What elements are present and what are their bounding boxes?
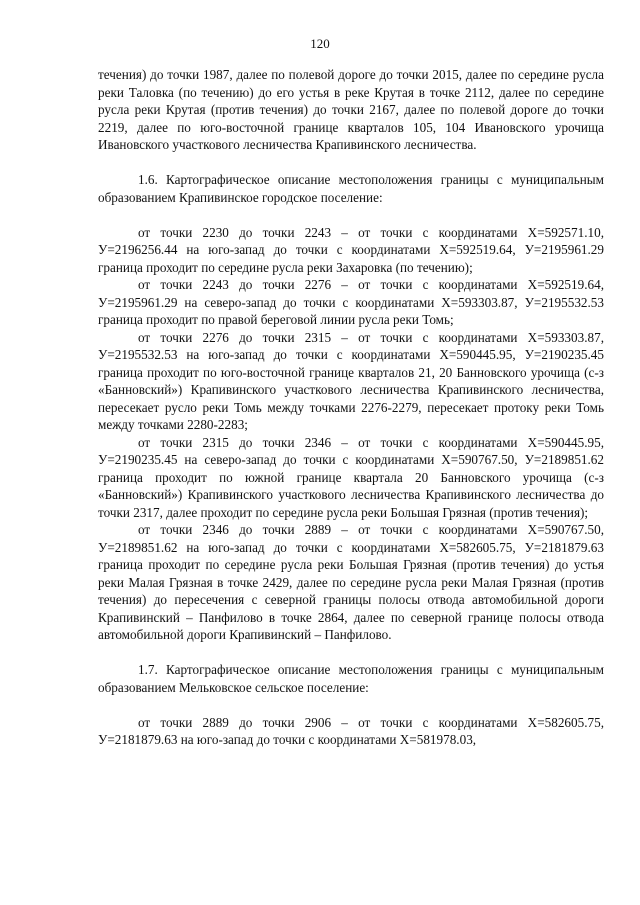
boundary-segment-2230-2243: от точки 2230 до точки 2243 – от точки с координатами Х=592571.10, У=2196256.44 на юго-запад до точки с координатами Х=592519.64, У=2195961.29 граница проходит по середине русла реки Захаровка (по течению); <box>98 224 604 275</box>
paragraph-gap <box>98 696 604 714</box>
boundary-segment-2315-2346: от точки 2315 до точки 2346 – от точки с координатами Х=590445.95, У=2190235.45 на северо-запад до точки с координатами Х=590767.50, У=2189851.62 граница проходит по южной границе квартала 20 Банновского урочища (с-з «Банновский») Крапивинского участкового лесничества Крапивинского лесничества до точки 2317, далее проходит по середине русла реки Большая Грязная (против течения); <box>98 434 604 520</box>
section-heading-1-7: 1.7. Картографическое описание местоположения границы с муниципальным образованием Мельковское сельское поселение: <box>98 662 604 695</box>
paragraph-continuation: течения) до точки 1987, далее по полевой дороге до точки 2015, далее по середине русла реки Таловка (по течению) до его устья в реке Крутая в точке 2112, далее по середине русла реки Крутая (против течения) до точки 2167, далее по полевой дороге до точки 2219, далее по юго-восточной границе кварталов 105, 104 Ивановского урочища Ивановского участкового лесничества Крапивинского лесничества. <box>98 67 604 152</box>
boundary-segment-2346-2889: от точки 2346 до точки 2889 – от точки с координатами Х=590767.50, У=2189851.62 на юго-запад до точки с координатами Х=582605.75, У=2181879.63 граница проходит по середине русла реки Большая Грязная (против течения) до устья реки Малая Грязная в точке 2429, далее по середине русла реки Малая Грязная (против течения) до пересечения с северной границы полосы отвода автомобильной дороги Крапивинский – Панфилово в точке 2864, далее по северной границе полосы отвода автомобильной дороги Крапивинский – Панфилово. <box>98 522 604 642</box>
paragraph-gap <box>98 154 604 172</box>
boundary-segment-2889-2906: от точки 2889 до точки 2906 – от точки с координатами Х=582605.75, У=2181879.63 на юго-запад до точки с координатами Х=581978.03, <box>98 714 604 747</box>
boundary-segment-2243-2276: от точки 2243 до точки 2276 – от точки с координатами Х=592519.64, У=2195961.29 на северо-запад до точки с координатами Х=593303.87, У=2195532.53 граница проходит по правой береговой линии русла реки Томь; <box>98 277 604 327</box>
paragraph-gap <box>98 206 604 224</box>
paragraph-gap <box>98 644 604 662</box>
page-number: 120 <box>310 36 330 51</box>
section-heading-1-6: 1.6. Картографическое описание местоположения границы с муниципальным образованием Крапивинское городское поселение: <box>98 172 604 205</box>
document-body <box>98 66 604 749</box>
boundary-segment-2276-2315: от точки 2276 до точки 2315 – от точки с координатами Х=593303.87, У=2195532.53 на юго-запад до точки с координатами Х=590445.95, У=2190235.45 граница проходит по юго-восточной границе кварталов 21, 20 Банновского урочища (с-з «Банновский») Крапивинского участкового лесничества Крапивинского лесничества, пересекает русло реки Томь между точками 2276-2279, пересекает протоку реки Томь между точками 2280-2283; <box>98 329 604 432</box>
